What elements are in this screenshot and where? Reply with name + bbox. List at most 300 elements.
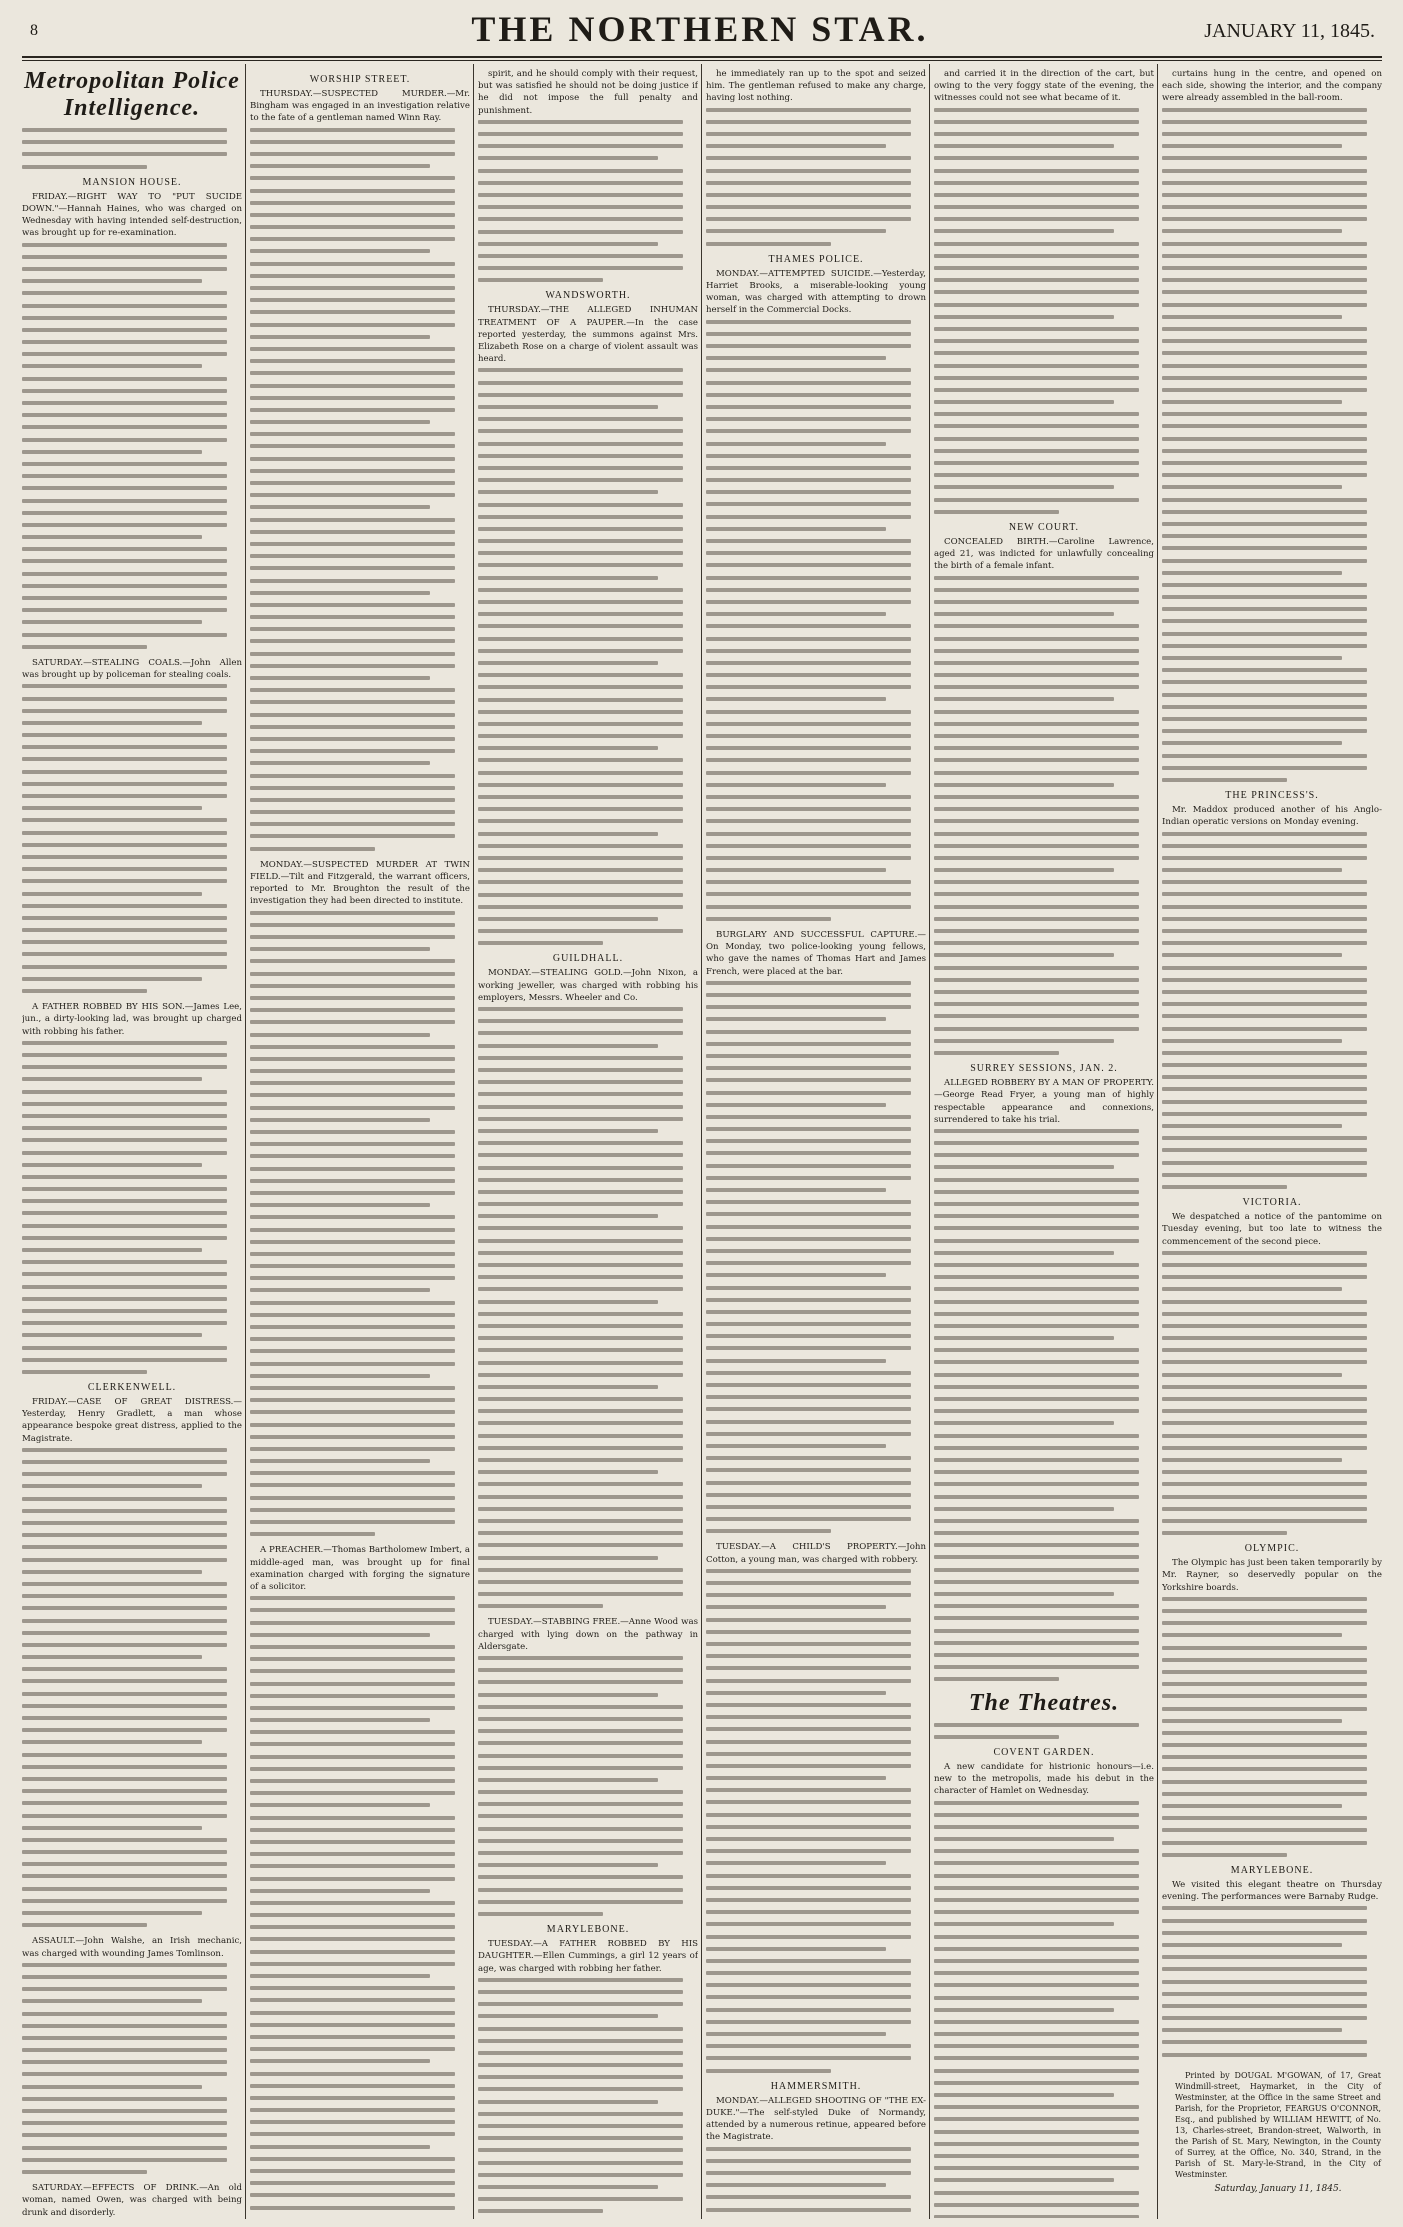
text-line xyxy=(934,1226,1139,1230)
text-line xyxy=(1162,1853,1287,1857)
text-line xyxy=(706,905,911,909)
text-line xyxy=(934,120,1139,124)
text-line xyxy=(250,1459,430,1463)
text-line xyxy=(22,1138,227,1142)
text-line xyxy=(1162,1300,1367,1304)
issue-date: JANUARY 11, 1845. xyxy=(1204,20,1375,42)
text-line xyxy=(934,953,1114,957)
text-line xyxy=(934,697,1114,701)
text-line xyxy=(1162,1707,1367,1711)
text-line xyxy=(934,2020,1139,2024)
text-line xyxy=(250,1779,455,1783)
text-line xyxy=(478,169,683,173)
text-line xyxy=(934,734,1139,738)
text-line xyxy=(706,1642,911,1646)
text-line xyxy=(22,633,227,637)
article-body xyxy=(478,368,698,945)
article-body xyxy=(934,1801,1154,2218)
article-lead: ASSAULT.—John Walshe, an Irish mechanic, was charged with wounding James Tomlinson. xyxy=(22,1936,242,1959)
text-line xyxy=(22,1090,227,1094)
text-line xyxy=(706,1715,911,1719)
text-line xyxy=(478,1117,683,1121)
text-line xyxy=(478,120,683,124)
text-line xyxy=(706,637,911,641)
text-line xyxy=(478,2063,683,2067)
text-line xyxy=(478,1604,603,1608)
text-line xyxy=(934,1263,1139,1267)
text-line xyxy=(478,1287,683,1291)
text-line xyxy=(22,165,147,169)
text-line xyxy=(478,527,683,531)
text-line xyxy=(478,1324,683,1328)
text-line xyxy=(250,298,455,302)
text-line xyxy=(22,1777,227,1781)
text-line xyxy=(934,1568,1139,1572)
text-line xyxy=(706,1395,911,1399)
text-line xyxy=(934,1458,1139,1462)
text-line xyxy=(1162,1173,1367,1177)
text-line xyxy=(22,511,227,515)
section-subheading: NEW COURT. xyxy=(1008,521,1080,533)
text-line xyxy=(478,868,683,872)
text-line xyxy=(1162,1287,1342,1291)
text-line xyxy=(706,1030,911,1034)
text-line xyxy=(934,929,1139,933)
text-line xyxy=(934,412,1139,416)
article-lead: MONDAY.—ATTEMPTED SUICIDE.—Yesterday, Harriet Brooks, a miserable-looking young woman, was charged with attempting to drown herself in the Commercial Docks. xyxy=(706,268,926,316)
article-body xyxy=(22,1963,242,2174)
text-line xyxy=(22,2072,227,2076)
text-line xyxy=(1162,1980,1367,1984)
text-line xyxy=(1162,644,1367,648)
text-line xyxy=(1162,1828,1367,1832)
text-line xyxy=(934,1592,1114,1596)
text-line xyxy=(706,993,911,997)
text-line xyxy=(706,454,911,458)
text-line xyxy=(478,807,683,811)
article-lead: MONDAY.—STEALING GOLD.—John Nixon, a working jeweller, was charged with robbing his employers, Messrs. Wheeler and Co. xyxy=(478,968,698,1003)
text-line xyxy=(478,1202,683,1206)
text-line xyxy=(478,2136,683,2140)
text-line xyxy=(706,1922,911,1926)
text-line xyxy=(22,1521,227,1525)
column-4 xyxy=(706,68,926,2218)
text-line xyxy=(250,420,430,424)
article-lead: MONDAY.—SUSPECTED MURDER AT TWIN FIELD.—Tilt and Fitzgerald, the warrant officers, reported to Mr. Broughton the result of the investigation they had been directed to institute. xyxy=(250,859,470,907)
text-line xyxy=(934,1360,1139,1364)
article-lead: THURSDAY.—THE ALLEGED INHUMAN TREATMENT OF A PAUPER.—In the case reported yesterday, the summons against Mrs. Elizabeth Rose on a charge of violent assault was heard. xyxy=(478,305,698,365)
text-line xyxy=(22,128,227,132)
text-line xyxy=(934,1543,1139,1547)
text-line xyxy=(250,1471,455,1475)
text-line xyxy=(1162,278,1367,282)
text-line xyxy=(934,1971,1139,1975)
text-line xyxy=(478,1300,658,1304)
text-line xyxy=(1162,1906,1367,1910)
text-line xyxy=(934,1039,1114,1043)
text-line xyxy=(706,1346,911,1350)
text-line xyxy=(478,624,683,628)
text-line xyxy=(1162,705,1367,709)
text-line xyxy=(250,1937,455,1941)
text-line xyxy=(706,661,911,665)
text-line xyxy=(478,1092,683,1096)
text-line xyxy=(478,880,683,884)
text-line xyxy=(934,156,1139,160)
text-line xyxy=(934,229,1114,233)
text-line xyxy=(1162,2028,1342,2032)
text-line xyxy=(22,916,227,920)
text-line xyxy=(934,2032,1139,2036)
text-line xyxy=(478,1007,683,1011)
text-line xyxy=(1162,1409,1367,1413)
article-body xyxy=(934,576,1154,1055)
text-line xyxy=(250,1045,455,1049)
text-line xyxy=(1162,473,1367,477)
text-line xyxy=(250,1633,430,1637)
text-line xyxy=(1162,2053,1367,2057)
text-line xyxy=(250,1669,455,1673)
text-line xyxy=(934,1849,1139,1853)
text-line xyxy=(22,1975,227,1979)
article-lead: and carried it in the direction of the cart, but owing to the very foggy state of the evening, the witnesses could not see what became of it. xyxy=(934,69,1154,104)
text-line xyxy=(250,481,455,485)
article-body xyxy=(706,108,926,246)
text-line xyxy=(478,1741,683,1745)
text-line xyxy=(934,1874,1139,1878)
text-line xyxy=(478,1912,603,1916)
text-line xyxy=(250,1596,455,1600)
text-line xyxy=(250,911,455,915)
text-line xyxy=(934,1861,1139,1865)
imprint-date: Saturday, January 11, 1845. xyxy=(1214,2184,1342,2194)
text-line xyxy=(706,576,911,580)
text-line xyxy=(478,539,683,543)
text-line xyxy=(250,432,455,436)
text-line xyxy=(706,1654,911,1658)
text-line xyxy=(22,596,227,600)
section-subheading: MANSION HOUSE. xyxy=(82,176,182,188)
text-line xyxy=(478,649,683,653)
text-line xyxy=(1162,1507,1367,1511)
text-line xyxy=(1162,953,1342,957)
text-line xyxy=(706,1691,886,1695)
text-line xyxy=(22,401,227,405)
text-line xyxy=(250,579,455,583)
text-line xyxy=(478,1839,683,1843)
text-line xyxy=(478,2185,658,2189)
text-line xyxy=(706,1886,911,1890)
text-line xyxy=(478,1458,683,1462)
text-line xyxy=(250,1706,455,1710)
text-line xyxy=(478,1373,683,1377)
text-line xyxy=(706,332,911,336)
text-line xyxy=(478,1361,683,1365)
text-line xyxy=(250,140,455,144)
text-line xyxy=(22,1606,227,1610)
text-line xyxy=(1162,498,1367,502)
text-line xyxy=(706,710,911,714)
text-line xyxy=(250,2206,455,2210)
text-line xyxy=(250,2072,455,2076)
text-line xyxy=(706,758,911,762)
text-line xyxy=(706,1383,911,1387)
text-line xyxy=(250,1325,455,1329)
text-line xyxy=(706,1910,911,1914)
text-line xyxy=(478,1385,658,1389)
text-line xyxy=(1162,1312,1367,1316)
text-line xyxy=(250,972,455,976)
text-line xyxy=(250,310,455,314)
text-line xyxy=(22,843,227,847)
text-line xyxy=(934,1922,1114,1926)
text-line xyxy=(706,1078,911,1082)
text-line xyxy=(1162,892,1367,896)
text-line xyxy=(478,819,683,823)
text-line xyxy=(934,278,1139,282)
text-line xyxy=(934,1051,1059,1055)
text-line xyxy=(250,2193,455,2197)
text-line xyxy=(250,1742,455,1746)
text-line xyxy=(22,2060,227,2064)
text-line xyxy=(478,551,683,555)
text-line xyxy=(22,304,227,308)
text-line xyxy=(478,588,683,592)
text-line xyxy=(934,217,1139,221)
text-line xyxy=(22,2109,227,2113)
text-line xyxy=(1162,668,1367,672)
text-line xyxy=(478,1766,683,1770)
text-line xyxy=(478,1519,683,1523)
text-line xyxy=(1162,290,1367,294)
text-line xyxy=(478,2124,683,2128)
article-lead: curtains hung in the centre, and opened on each side, showing the interior, and the company were already assembled in the ball-room. xyxy=(1162,69,1382,104)
text-line xyxy=(934,205,1139,209)
text-line xyxy=(706,563,911,567)
text-line xyxy=(250,1008,455,1012)
text-line xyxy=(22,1655,202,1659)
page-number: 8 xyxy=(30,22,38,39)
text-line xyxy=(1162,1780,1367,1784)
text-line xyxy=(22,879,227,883)
text-line xyxy=(478,1790,683,1794)
text-line xyxy=(250,959,455,963)
text-line xyxy=(706,1237,911,1241)
text-line xyxy=(250,2132,455,2136)
text-line xyxy=(250,554,455,558)
text-line xyxy=(478,1421,683,1425)
text-line xyxy=(1162,1646,1367,1650)
text-line xyxy=(934,1910,1139,1914)
text-line xyxy=(22,425,227,429)
text-line xyxy=(934,1947,1139,1951)
text-line xyxy=(1162,1275,1367,1279)
text-line xyxy=(706,1837,911,1841)
article-lead: TUESDAY.—STABBING FREE.—Anne Wood was charged with lying down on the pathway in Aldersgate. xyxy=(478,1617,698,1652)
article-body xyxy=(22,1448,242,1927)
text-line xyxy=(478,478,683,482)
text-line xyxy=(22,328,227,332)
text-line xyxy=(934,661,1139,665)
article-body xyxy=(706,981,926,1533)
text-line xyxy=(934,242,1139,246)
text-line xyxy=(250,1093,455,1097)
text-line xyxy=(478,2014,658,2018)
text-line xyxy=(22,2170,147,2174)
text-line xyxy=(250,1828,455,1832)
text-line xyxy=(1162,156,1367,160)
text-line xyxy=(478,503,683,507)
text-line xyxy=(22,547,227,551)
text-line xyxy=(706,1740,911,1744)
text-line xyxy=(250,152,455,156)
text-line xyxy=(22,1826,202,1830)
text-line xyxy=(1162,680,1367,684)
text-line xyxy=(478,2051,683,2055)
text-line xyxy=(250,176,455,180)
text-line xyxy=(934,1604,1139,1608)
article-lead: A PREACHER.—Thomas Bartholomew Imbert, a middle-aged man, was brought up for final examination charged with forging the signature of a solicitor. xyxy=(250,1545,470,1593)
text-line xyxy=(250,2011,455,2015)
text-line xyxy=(478,2002,683,2006)
text-line xyxy=(706,1164,911,1168)
text-line xyxy=(1162,364,1367,368)
text-line xyxy=(22,1923,147,1927)
text-line xyxy=(706,1776,886,1780)
text-line xyxy=(934,1616,1139,1620)
text-line xyxy=(934,832,1139,836)
text-line xyxy=(706,1286,911,1290)
text-line xyxy=(1162,868,1342,872)
text-line xyxy=(478,1080,683,1084)
text-line xyxy=(1162,1263,1367,1267)
section-subheading: MARYLEBONE. xyxy=(1230,1864,1314,1876)
text-line xyxy=(22,1753,227,1757)
masthead-rule-thin xyxy=(22,60,1382,61)
text-line xyxy=(250,1130,455,1134)
text-line xyxy=(478,429,683,433)
text-line xyxy=(706,156,911,160)
text-line xyxy=(478,1778,658,1782)
text-line xyxy=(250,688,455,692)
text-line xyxy=(478,2197,683,2201)
text-line xyxy=(706,1444,886,1448)
text-line xyxy=(478,917,658,921)
text-line xyxy=(934,1555,1139,1559)
text-line xyxy=(250,359,455,363)
text-line xyxy=(478,1153,683,1157)
text-line xyxy=(1162,1682,1367,1686)
article-lead: BURGLARY AND SUCCESSFUL CAPTURE.—On Monday, two police-looking young fellows, who gave the names of Thomas Hart and James French, were placed at the bar. xyxy=(706,930,926,977)
text-line xyxy=(22,1716,227,1720)
text-line xyxy=(1162,632,1367,636)
text-line xyxy=(934,1129,1139,1133)
text-line xyxy=(934,1141,1139,1145)
text-line xyxy=(22,1643,227,1647)
text-line xyxy=(250,1496,455,1500)
text-line xyxy=(22,721,202,725)
text-line xyxy=(706,832,911,836)
text-line xyxy=(478,1446,683,1450)
text-line xyxy=(706,1959,911,1963)
text-line xyxy=(478,1226,683,1230)
text-line xyxy=(250,639,455,643)
text-line xyxy=(22,438,227,442)
text-line xyxy=(478,132,683,136)
text-line xyxy=(478,490,658,494)
text-line xyxy=(934,1629,1139,1633)
text-line xyxy=(250,1718,430,1722)
text-line xyxy=(22,559,227,563)
text-line xyxy=(706,108,911,112)
text-line xyxy=(250,1694,455,1698)
text-line xyxy=(706,1727,911,1731)
text-line xyxy=(706,320,911,324)
text-line xyxy=(706,490,911,494)
text-line xyxy=(1162,1336,1367,1340)
text-line xyxy=(478,1507,683,1511)
text-line xyxy=(1162,1185,1287,1189)
text-line xyxy=(934,1312,1139,1316)
text-line xyxy=(706,356,886,360)
text-line xyxy=(478,2075,683,2079)
text-line xyxy=(1162,1658,1367,1662)
text-line xyxy=(250,2145,430,2149)
text-line xyxy=(934,461,1139,465)
text-line xyxy=(250,786,455,790)
text-line xyxy=(1162,1348,1367,1352)
text-line xyxy=(250,128,455,132)
text-line xyxy=(706,1200,911,1204)
text-line xyxy=(1162,1324,1367,1328)
text-line xyxy=(706,1456,911,1460)
text-line xyxy=(706,205,911,209)
text-line xyxy=(934,1014,1139,1018)
text-line xyxy=(22,733,227,737)
text-line xyxy=(934,1251,1114,1255)
text-line xyxy=(478,2027,683,2031)
text-line xyxy=(1162,181,1367,185)
text-line xyxy=(934,2081,1139,2085)
article-body xyxy=(1162,108,1382,782)
text-line xyxy=(934,1239,1139,1243)
text-line xyxy=(934,1996,1139,2000)
article-lead: The Olympic has just been taken temporarily by Mr. Rayner, so deservedly popular on the Yorkshire boards. xyxy=(1162,1558,1382,1593)
text-line xyxy=(934,771,1139,775)
text-line xyxy=(250,1386,455,1390)
text-line xyxy=(706,1679,911,1683)
text-line xyxy=(22,523,227,527)
article-lead: SATURDAY.—STEALING COALS.—John Allen was brought up by policeman for stealing coals. xyxy=(22,657,242,681)
text-line xyxy=(250,1657,455,1661)
text-line xyxy=(22,1102,227,1106)
text-line xyxy=(478,1105,683,1109)
text-line xyxy=(934,1190,1139,1194)
text-line xyxy=(934,990,1139,994)
text-line xyxy=(706,1212,911,1216)
text-line xyxy=(478,381,683,385)
article-lead: Mr. Maddox produced another of his Anglo-Indian operatic versions on Monday evening. xyxy=(1162,805,1382,828)
text-line xyxy=(706,2044,911,2048)
text-line xyxy=(1162,766,1367,770)
text-line xyxy=(22,2121,227,2125)
text-line xyxy=(250,1621,455,1625)
text-line xyxy=(706,1468,911,1472)
text-line xyxy=(706,2069,831,2073)
text-line xyxy=(250,1301,455,1305)
text-line xyxy=(934,649,1139,653)
text-line xyxy=(250,262,455,266)
